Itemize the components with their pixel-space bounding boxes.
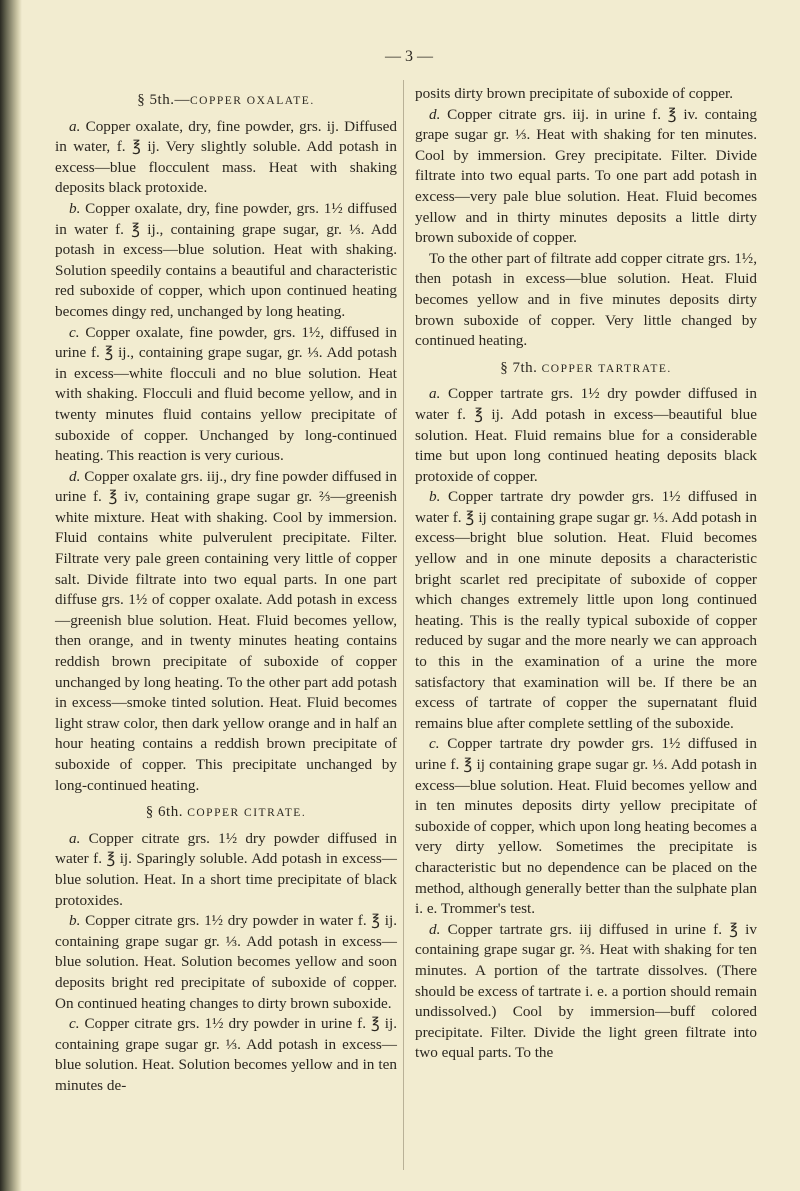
paragraph-text: Copper oxalate, dry, fine powder, grs. 1½ diffused in water f. ℥ ij., containing grape sugar, gr. ⅓. Add potash in excess—blue solution. Heat with shaking. Solution speedily contains a beautiful and characteristic red suboxide of copper, which upon continued heating becomes dingy red, unchanged by long heating. bbox=[55, 199, 397, 320]
paragraph-label: b. bbox=[429, 488, 441, 506]
paragraph-label: d. bbox=[429, 920, 441, 938]
paragraph-label: a. bbox=[69, 117, 81, 135]
continued-paragraph: posits dirty brown precipitate of suboxide of copper. bbox=[415, 85, 734, 102]
paragraph bbox=[415, 734, 757, 919]
section-heading-copper-oxalate bbox=[55, 90, 397, 112]
paragraph-text: Copper citrate grs. 1½ dry powder in urine f. ℥ ij. containing grape sugar gr. ⅓. Add potash in excess—blue solution. Heat. Solution becomes yellow and in ten minutes de- bbox=[55, 1015, 397, 1094]
paragraph-label: d. bbox=[69, 467, 81, 485]
paragraph bbox=[55, 911, 397, 1014]
paragraph bbox=[415, 249, 757, 352]
paragraph bbox=[55, 323, 397, 467]
section-number: § 5th.— bbox=[137, 92, 190, 108]
paragraph bbox=[55, 1014, 397, 1096]
section-7-body bbox=[415, 384, 757, 1064]
paragraph bbox=[55, 467, 397, 797]
paragraph-label: a. bbox=[429, 385, 441, 403]
paragraph-text: Copper tartrate dry powder grs. 1½ diffused in water f. ℥ ij containing grape sugar gr. ⅓. Add potash in excess—bright blue solution. Heat. Fluid becomes yellow and in one minute deposits a characteristic bright scarlet red precipitate of suboxide of copper which changes extremely little upon long continued heating. This is the really typical suboxide of copper reduced by sugar and the more nearly we can approach to this in the examination of a urine the more satisfactory that examination will be. If there be an excess of tartrate of copper the supernatant fluid remains blue after complete settling of the suboxide. bbox=[415, 488, 757, 732]
right-column bbox=[415, 84, 757, 1064]
paragraph bbox=[55, 199, 397, 323]
paragraph bbox=[55, 117, 397, 199]
paragraph-text: Copper tartrate grs. 1½ dry powder diffused in water f. ℥ ij. Add potash in excess—beautiful blue solution. Heat. Fluid remains blue for a considerable time but upon long continued heating deposits black protoxide of copper. bbox=[415, 385, 757, 485]
paragraph-text: Copper oxalate, fine powder, grs. 1½, diffused in urine f. ℥ ij., containing grape sugar, gr. ⅓. Add potash in excess—white flocculi and no blue solution. Heat with shaking. Flocculi and fluid become yellow, and in twenty minutes fluid contains yellow precipitate of suboxide of copper. Unchanged by long-continued heating. This reaction is very curious. bbox=[55, 323, 397, 465]
paragraph bbox=[415, 105, 757, 249]
paragraph bbox=[55, 829, 397, 911]
section-heading-copper-citrate bbox=[55, 802, 397, 824]
paragraph-label: c. bbox=[69, 323, 80, 341]
paragraph-text: Copper oxalate, dry, fine powder, grs. ij. Diffused in water, f. ℥ ij. Very slightly soluble. Add potash in excess—blue flocculent mass. Heat with shaking deposits black protoxide. bbox=[55, 117, 397, 197]
paragraph-text: Copper citrate grs. 1½ dry powder diffused in water f. ℥ ij. Sparingly soluble. Add potash in excess—blue solution. Heat. In a short time precipitate of black protoxides. bbox=[55, 829, 397, 909]
paragraph-label: c. bbox=[429, 735, 440, 753]
left-column bbox=[55, 84, 397, 1097]
paragraph-text: Copper citrate grs. 1½ dry powder in water f. ℥ ij. containing grape sugar gr. ⅓. Add potash in excess—blue solution. Heat. Solution becomes yellow and soon deposits bright red precipitate of suboxide of copper. On continued heating changes to dirty brown suboxide. bbox=[55, 912, 397, 1012]
section-number: § 6th. bbox=[145, 804, 183, 821]
paragraph bbox=[415, 920, 757, 1064]
paragraph-text: Copper citrate grs. iij. in urine f. ℥ iv. containg grape sugar gr. ⅓. Heat with shaking for ten minutes. Cool by immersion. Grey precipitate. Filter. Divide filtrate into two equal parts. To one part add potash in excess—very pale blue solution. Heat. Fluid becomes yellow and in thirty minutes deposits a little dirty brown suboxide of copper. bbox=[415, 105, 757, 247]
paragraph-text: Copper tartrate dry powder grs. 1½ diffused in urine f. ℥ ij containing grape sugar gr. ⅓. Add potash in excess—blue solution. Heat. Fluid becomes yellow and in ten minutes deposits dirty yellow precipitate of suboxide of copper, which upon long heating becomes a very dirty yellow. Sometimes the precipitate is characteristic but no dependence can be placed on the method, although generally better than the sulphate plan i. e. Trommer's test. bbox=[415, 735, 757, 918]
paragraph-text: Copper tartrate grs. iij diffused in urine f. ℥ iv containing grape sugar gr. ⅔. Heat with shaking for ten minutes. A portion of the tartrate dissolves. (There should be excess of tartrate i. e. a portion should remain undissolved.) Cool by immersion—buff colored precipitate. Filter. Divide the light green filtrate into two equal parts. To the bbox=[415, 920, 757, 1062]
section-title: COPPER OXALATE. bbox=[189, 95, 315, 107]
column-divider bbox=[403, 80, 404, 1170]
paragraph-label: b. bbox=[69, 199, 81, 217]
paragraph bbox=[415, 384, 757, 487]
paragraph-text: To the other part of filtrate add copper citrate grs. 1½, then potash in excess—blue solution. Heat. Fluid becomes yellow and in five minutes deposits dirty brown suboxide of copper. Very little changed by continued heating. bbox=[415, 249, 757, 350]
paragraph-text: Copper oxalate grs. iij., dry fine powder diffused in urine f. ℥ iv, containing grape sugar gr. ⅔—greenish white mixture. Heat with shaking. Cool by immersion. Fluid contains white pulverulent precipitate. Filter. Filtrate very pale green containing very little of copper salt. Divide filtrate into two equal parts. In one part diffuse grs. 1½ of copper oxalate. Add potash in excess—greenish blue solution. Heat. Fluid becomes yellow, then orange, and in twenty minutes heating contains reddish brown precipitate of suboxide of copper unchanged by long heating. To the other part add potash in excess—smoke tinted solution. Heat. Fluid becomes light straw color, then dark yellow orange and in half an hour heating contains a reddish brown precipitate of suboxide of copper. This precipitate unchanged by long-continued heating. bbox=[55, 467, 397, 794]
section-title: COPPER TARTRATE. bbox=[541, 362, 672, 375]
paragraph-label: c. bbox=[69, 1015, 80, 1033]
page-number: — 3 — bbox=[385, 48, 433, 65]
section-6-continued bbox=[415, 105, 757, 352]
paragraph bbox=[415, 487, 757, 734]
paragraph-label: a. bbox=[69, 829, 81, 847]
section-5-body bbox=[55, 117, 397, 797]
section-6-body bbox=[55, 829, 397, 1097]
section-heading-copper-tartrate bbox=[415, 358, 757, 380]
section-title: COPPER CITRATE. bbox=[187, 807, 307, 820]
section-number: § 7th. bbox=[500, 359, 538, 376]
book-binding-edge bbox=[0, 0, 22, 1191]
paragraph-label: b. bbox=[69, 912, 81, 930]
paragraph-label: d. bbox=[429, 105, 441, 123]
